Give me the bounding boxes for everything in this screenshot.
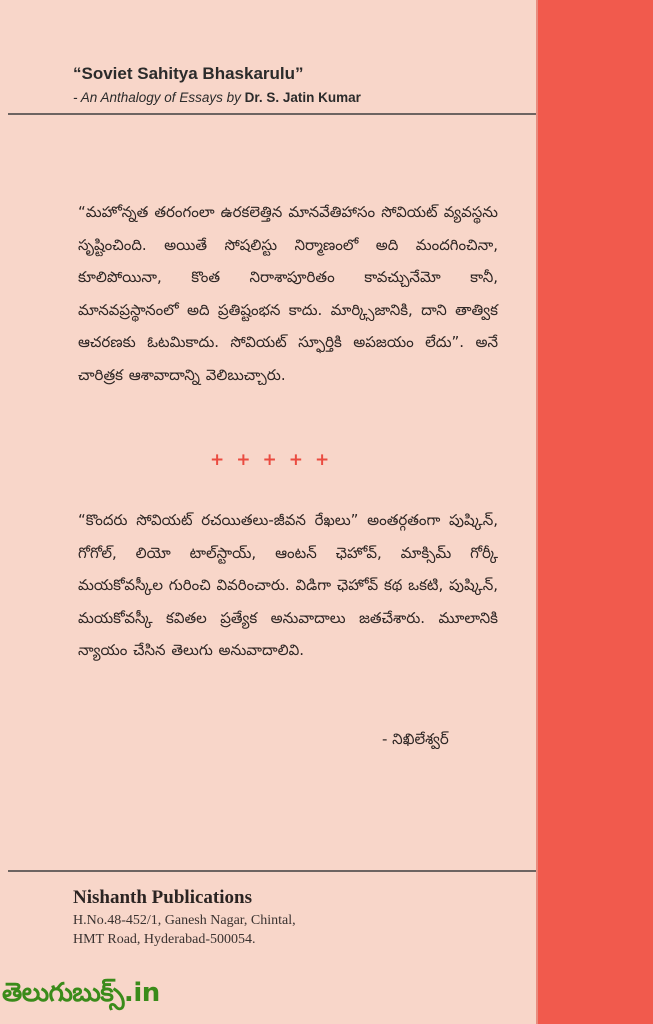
- publisher-address-line1: H.No.48-452/1, Ganesh Nagar, Chintal,: [73, 913, 296, 928]
- separator-plus: +: [210, 450, 225, 470]
- blurb-signature: - నిఖిలేశ్వర్: [382, 730, 449, 748]
- separator-plus: +: [262, 450, 277, 470]
- book-subtitle: [73, 90, 361, 105]
- blurb-paragraph-1: “మహోన్నత తరంగంలా ఉరకలెత్తిన మానవేతిహాసం సోవియట్ వ్యవస్థను సృష్టించింది. అయితే సోషలిస్టు నిర్మాణంలో అది మందగించినా, కూలిపోయినా, కొంత నిరాశాపూరితం కావచ్చునేమో కానీ, మానవప్రస్థానంలో అది ప్రతిష్టంభన కాదు. మార్క్సిజానికి, దాని తాత్విక ఆచరణకు ఓటమికాదు. సోవియట్ స్ఫూర్తికి అపజయం లేదు”. అనే చారిత్రక ఆశావాదాన్ని వెలిబుచ్చారు.: [78, 203, 498, 384]
- separator-plus: +: [288, 450, 303, 470]
- spine: [538, 0, 653, 1024]
- publisher-address-line2: HMT Road, Hyderabad-500054.: [73, 932, 256, 947]
- separator-ornament: [210, 452, 329, 469]
- book-title: “Soviet Sahitya Bhaskarulu”: [73, 64, 304, 83]
- top-divider: [8, 113, 536, 115]
- subtitle-prefix: - An Anthalogy of Essays by: [73, 90, 245, 105]
- author-name: Dr. S. Jatin Kumar: [244, 90, 361, 105]
- separator-plus: +: [236, 450, 251, 470]
- site-watermark: తెలుగుబుక్స్.in: [2, 978, 160, 1008]
- blurb-paragraph-2: “కొందరు సోవియట్ రచయితలు-జీవన రేఖలు” అంతర్గతంగా పుష్కిన్, గోగోల్, లియో టాల్‌స్టాయ్, ఆంటన్ ఛెహోవ్, మాక్సిమ్ గోర్కీ మయకోవస్కీల గురించి వివరించారు. విడిగా ఛెహోవ్ కథ ఒకటి, పుష్కిన్, మయకోవస్కీ కవితల ప్రత్యేక అనువాదాలు జతచేశారు. మూలానికి న్యాయం చేసిన తెలుగు అనువాదాలివి.: [78, 511, 498, 659]
- publisher-name: Nishanth Publications: [73, 887, 252, 908]
- bottom-divider: [8, 870, 536, 872]
- separator-plus: +: [315, 450, 330, 470]
